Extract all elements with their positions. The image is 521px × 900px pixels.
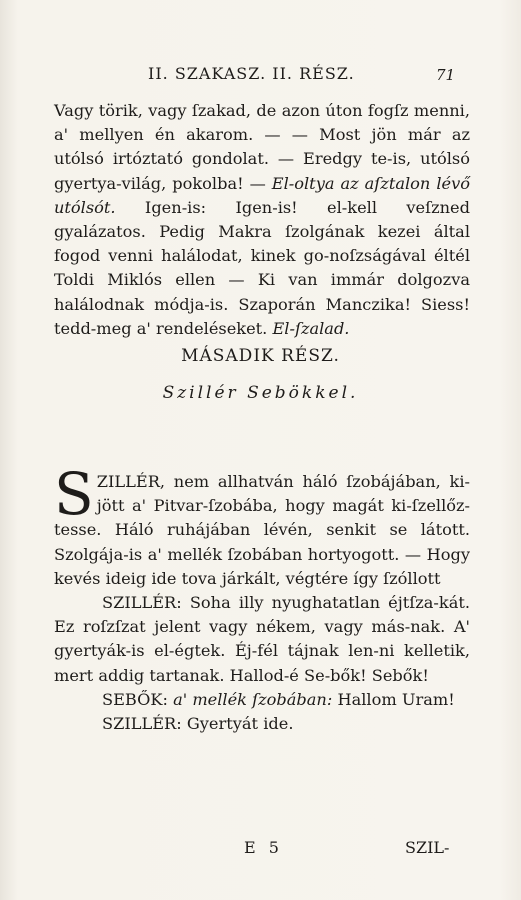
paragraph-text: Igen-is: Igen-is! el-kell veſzned gyalázatos. Pedig Makra ſzolgának kezei által fogod venni halálodat, kinek go-noſzságával éltél Toldi Miklós ellen — Ki van immár dolgozva halálodnak módja-is. Szaporán Manczika! Siess! tedd-meg a' rendeléseket. <box>54 197 470 338</box>
page-number: 71 <box>436 66 456 84</box>
catchword: SZIL- <box>405 838 450 857</box>
scene-title: Szillér Sebökkel. <box>162 383 359 403</box>
speech-text: Hallom Uram! <box>332 689 455 709</box>
signature-mark: E 5 <box>244 838 283 857</box>
speaker-name: SZILLÉR: <box>102 593 182 613</box>
paragraph-text: Vagy törik, vagy ſzakad, de azon úton fogſz menni, a' mellyen én akarom. — — Most jön már az utólsó irtóztató gondolat. — Eredgy te-is, utólsó gyertya-világ, pokolba! — <box>54 101 470 193</box>
speech-text: Soha illy nyughatatlan éjtſza-kát. Ez roſzſzat jelent vagy nékem, vagy más-nak. A' gyertyák-is el-égtek. Éj-fél tájnak len-ni kelletik, mert addig tartanak. Hallod-é Se-bők! Sebők! <box>54 593 470 685</box>
stage-direction: a' mellék ſzobában: <box>167 689 333 709</box>
speech-text: Gyertyát ide. <box>181 714 294 734</box>
opening-paragraph <box>54 99 470 341</box>
scene-opening: ZILLÉR, nem allhatván háló ſzobájában, ki-jött a' Pitvar-ſzobába, hogy magát ki-ſzellőz-tesse. Háló ruhájában lévén, senkit se látott. Szolgája-is a' mellék ſzobában hortyogott. — Hogy kevés ideig ide tova járkált, végtére így ſzóllott <box>54 472 470 588</box>
running-header: II. SZAKASZ. II. RÉSZ. <box>148 64 355 83</box>
drop-cap: S <box>54 460 94 528</box>
scene-text <box>54 460 470 736</box>
speaker-name: SEBŐK: <box>102 689 168 709</box>
stage-direction: El-oltya az aſztalon lévő utólsót. <box>54 173 470 217</box>
speaker-name: SZILLÉR: <box>102 714 182 734</box>
stage-direction: El-ſzalad. <box>272 318 350 338</box>
act-title: MÁSADIK RÉSZ. <box>181 346 340 366</box>
